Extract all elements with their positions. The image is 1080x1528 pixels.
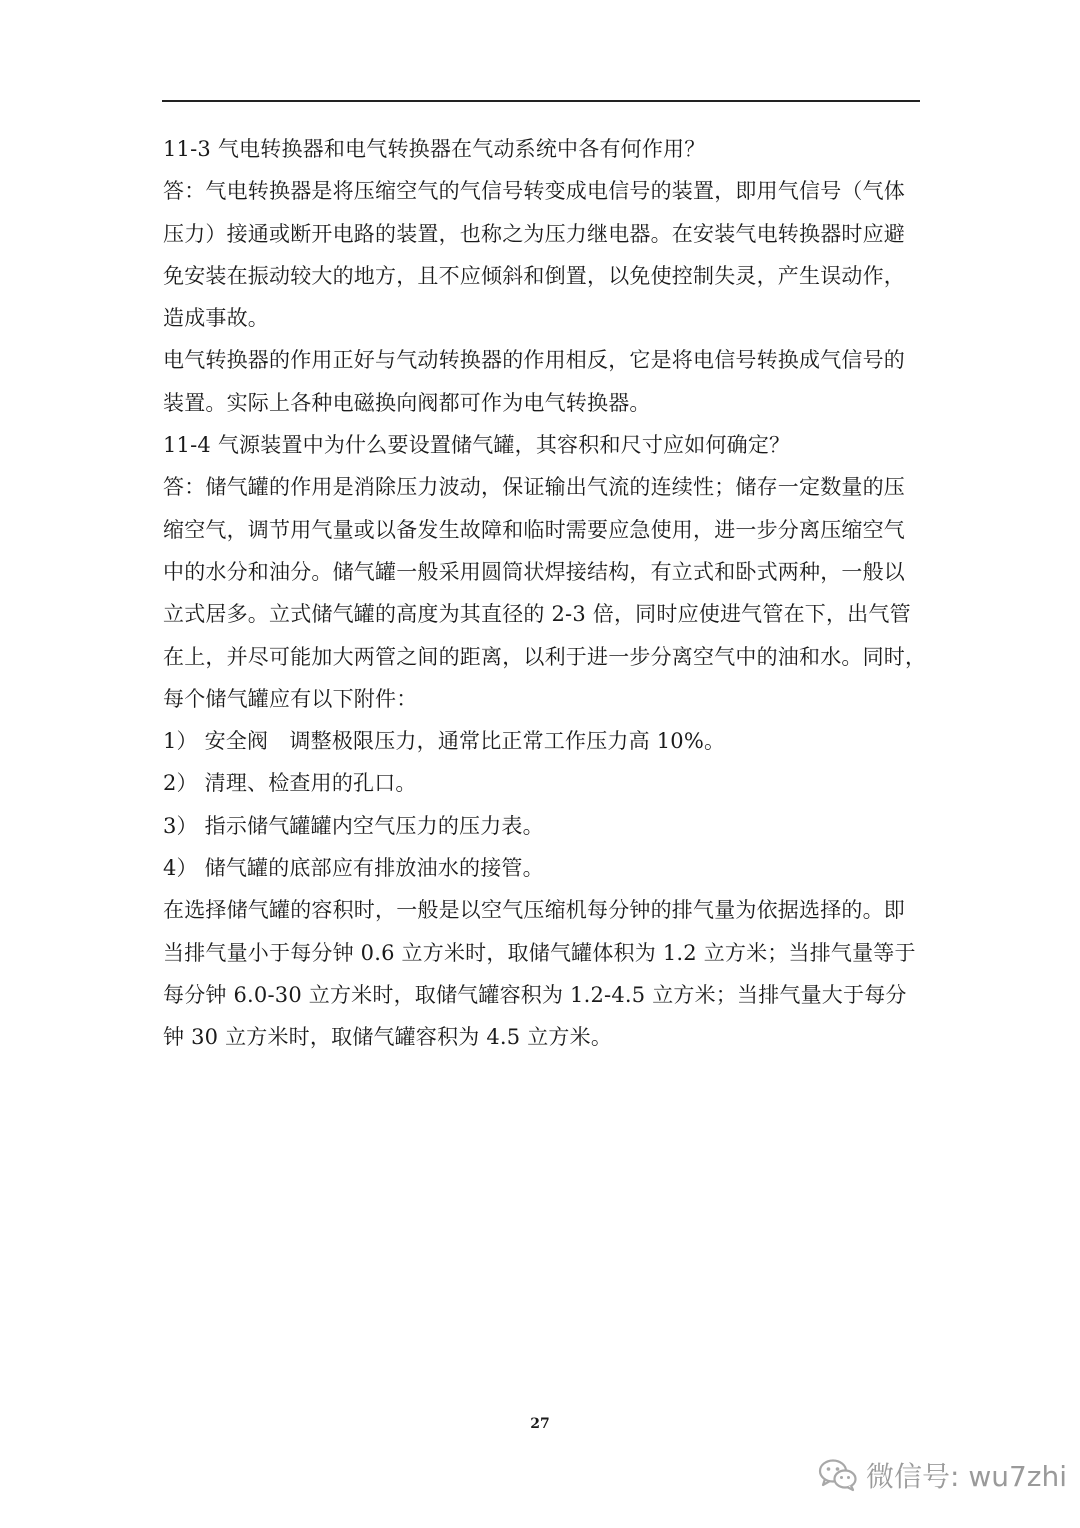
text-line: 钟 30 立方米时，取储气罐容积为 4.5 立方米。 — [163, 1025, 613, 1050]
question-11-3: 11-3 气电转换器和电气转换器在气动系统中各有何作用？ — [163, 137, 706, 161]
text-line: 在选择储气罐的容积时，一般是以空气压缩机每分钟的排气量为依据选择的。即 — [163, 898, 905, 923]
watermark-text: 微信号: wu7zhi — [866, 1460, 1068, 1493]
text-line: 在上，并尽可能加大两管之间的距离，以利于进一步分离空气中的油和水。同时， — [163, 644, 927, 669]
text-line: 免安装在振动较大的地方，且不应倾斜和倒置，以免使控制失灵，产生误动作， — [163, 263, 905, 288]
text-line: 压力）接通或断开电路的装置，也称之为压力继电器。在安装气电转换器时应避 — [163, 221, 905, 246]
list-item: 2） 清理、检查用的孔口。 — [163, 771, 417, 796]
list-item: 3） 指示储气罐罐内空气压力的压力表。 — [163, 813, 544, 838]
watermark — [818, 1450, 1067, 1500]
question-11-4: 11-4 气源装置中为什么要设置储气罐，其容积和尺寸应如何确定？ — [163, 433, 791, 458]
list-item: 1） 安全阀 调整极限压力，通常比正常工作压力高 10%。 — [163, 729, 726, 754]
document-body — [163, 128, 927, 1059]
text-line: 答：气电转换器是将压缩空气的气信号转变成电信号的装置，即用气信号（气体 — [163, 179, 905, 204]
text-line: 造成事故。 — [163, 306, 269, 331]
text-line: 缩空气，调节用气量或以备发生故障和临时需要应急使用，进一步分离压缩空气 — [163, 517, 905, 542]
text-line: 每分钟 6.0-30 立方米时，取储气罐容积为 1.2-4.5 立方米；当排气量大于每分 — [163, 982, 907, 1007]
text-line: 当排气量小于每分钟 0.6 立方米时，取储气罐体积为 1.2 立方米；当排气量等于 — [163, 940, 916, 965]
text-line: 立式居多。立式储气罐的高度为其直径的 2-3 倍，同时应使进气管在下，出气管 — [163, 602, 911, 627]
wechat-icon — [818, 1458, 858, 1492]
text-line: 中的水分和油分。储气罐一般采用圆筒状焊接结构，有立式和卧式两种，一般以 — [163, 559, 905, 584]
header-rule — [162, 100, 920, 102]
list-item: 4） 储气罐的底部应有排放油水的接管。 — [163, 856, 544, 881]
text-line: 答：储气罐的作用是消除压力波动，保证输出气流的连续性；储存一定数量的压 — [163, 475, 905, 500]
page-number: 27 — [530, 1416, 550, 1432]
text-line: 装置。实际上各种电磁换向阀都可作为电气转换器。 — [163, 390, 651, 415]
text-line: 每个储气罐应有以下附件： — [163, 686, 418, 711]
text-line: 电气转换器的作用正好与气动转换器的作用相反，它是将电信号转换成气信号的 — [163, 348, 905, 373]
